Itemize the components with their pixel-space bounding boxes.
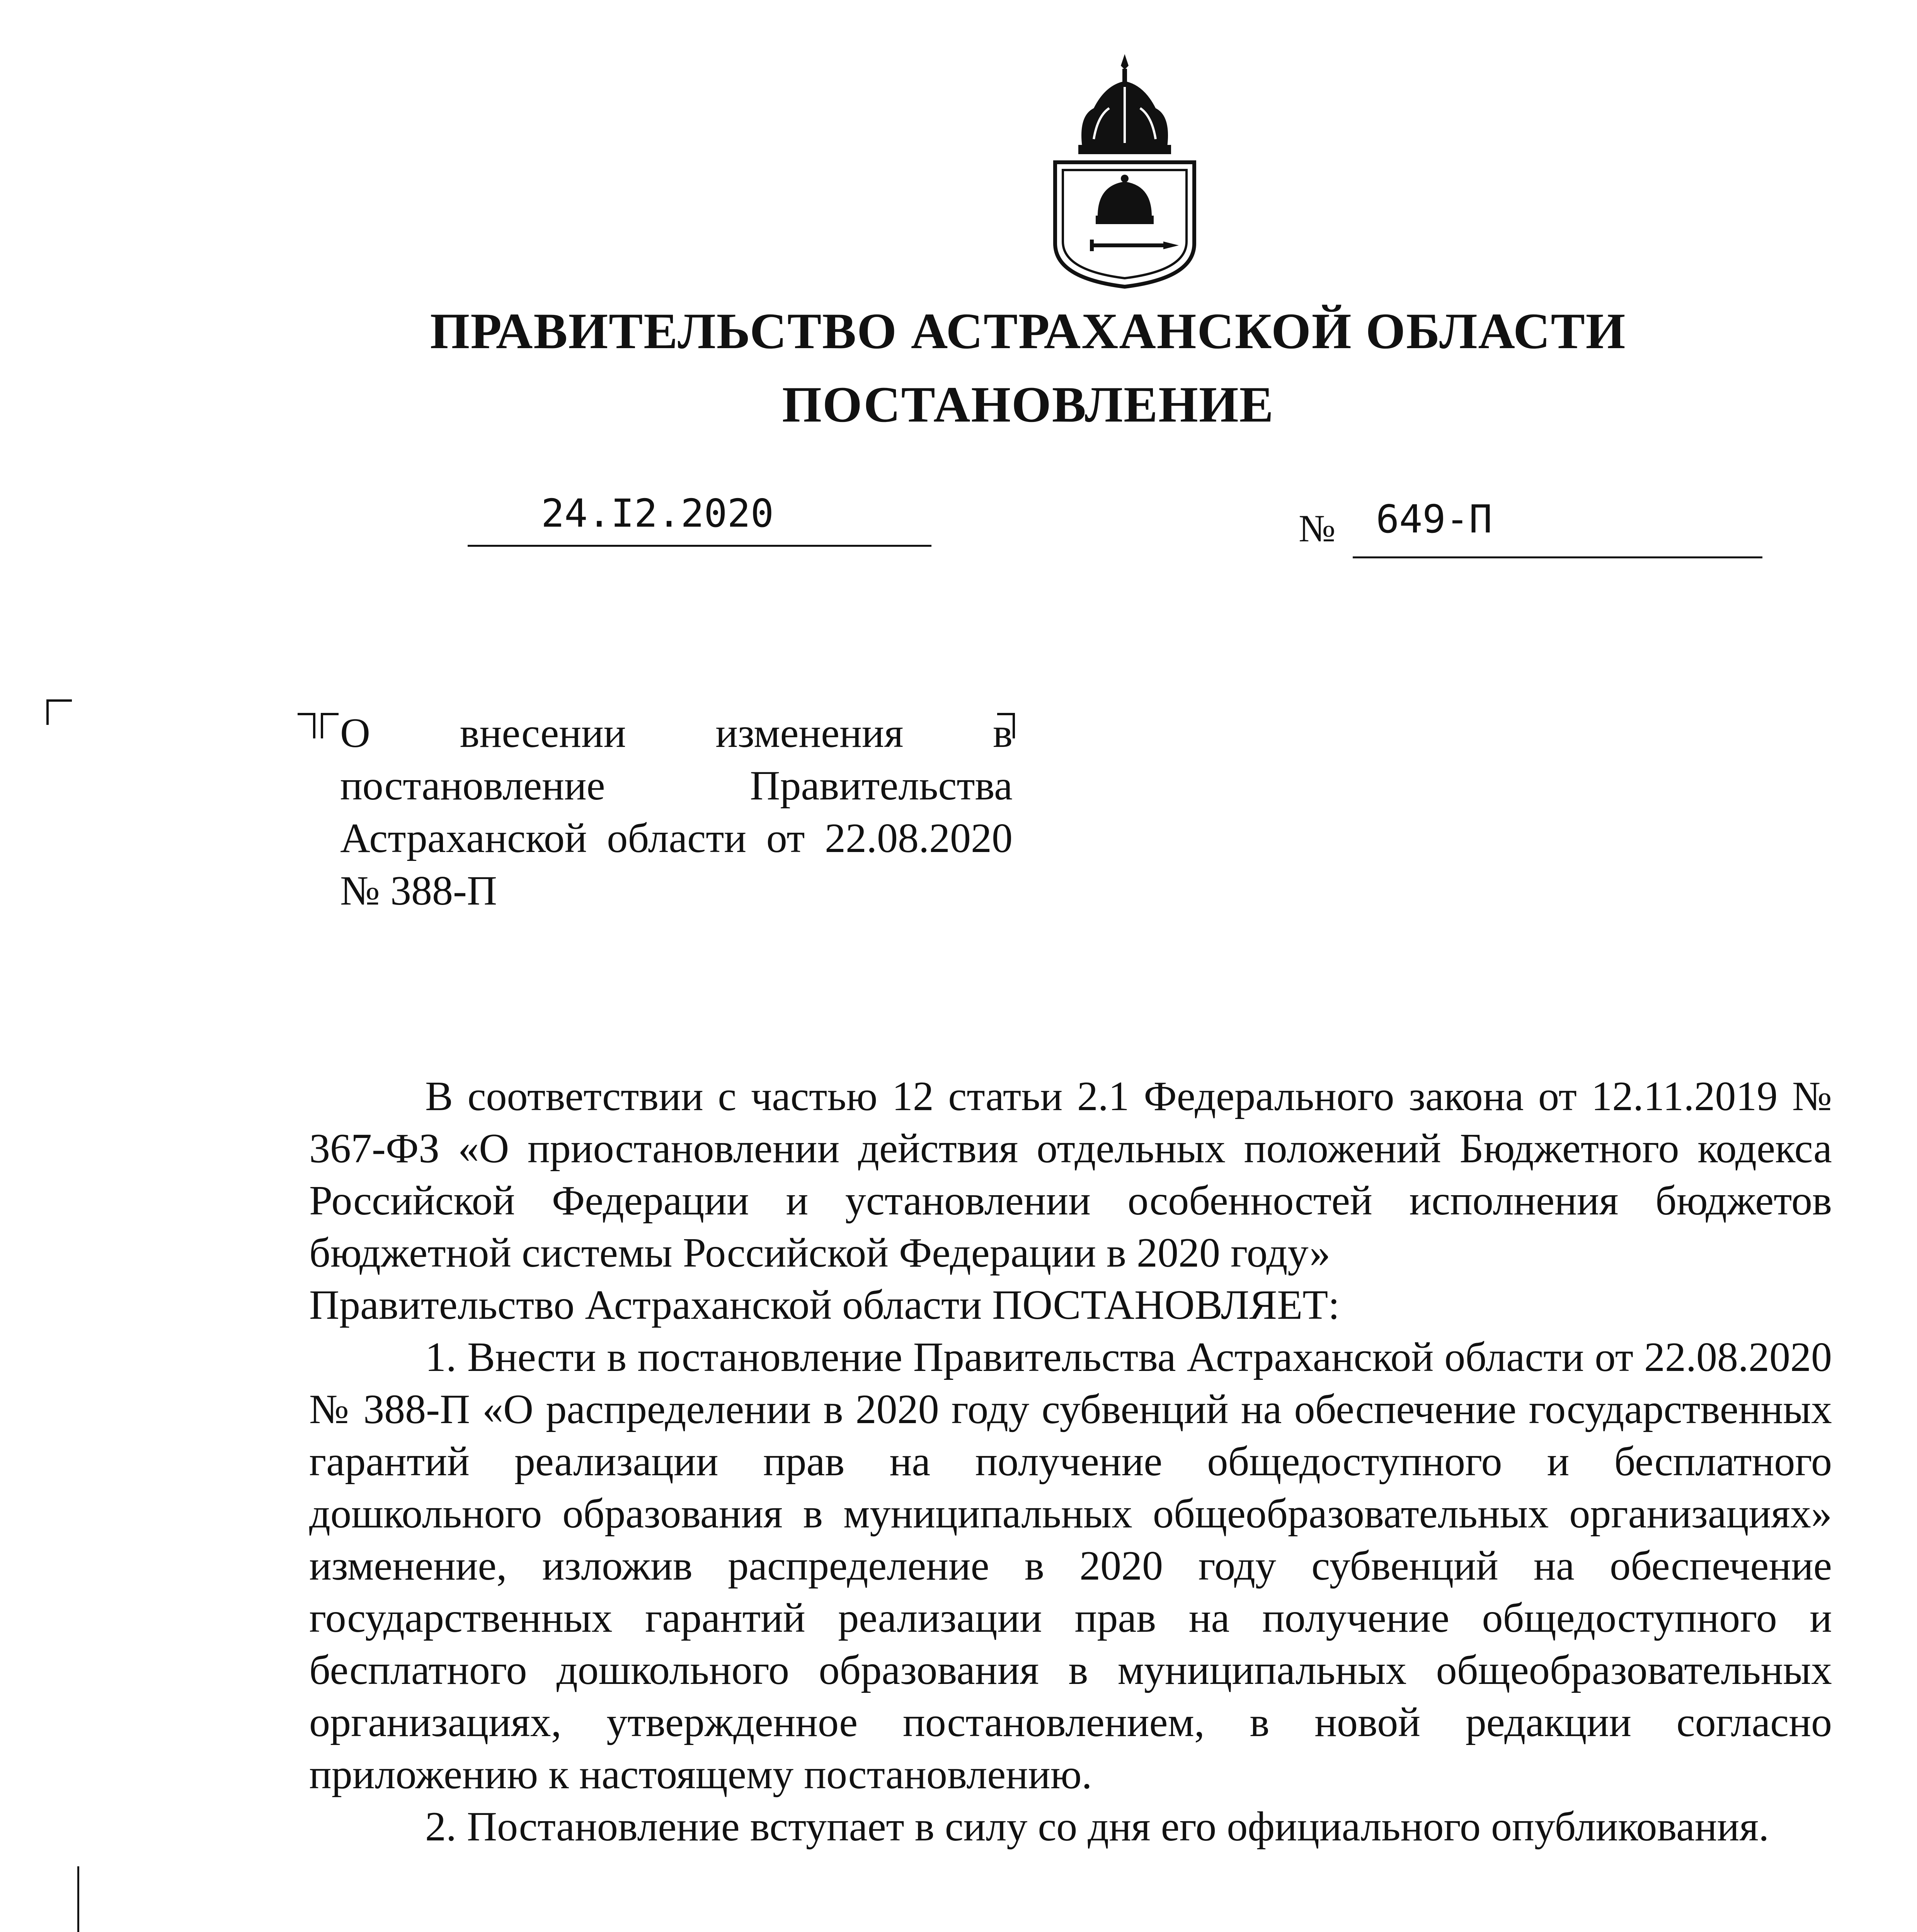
item-2-paragraph: 2. Постановление вступает в силу со дня его официального опубликования. — [425, 1804, 1769, 1850]
organization-name: ПРАВИТЕЛЬСТВО АСТРАХАНСКОЙ ОБЛАСТИ — [430, 303, 1626, 359]
resolves-paragraph: Правительство Астраханской области ПОСТАНОВЛЯЕТ: — [309, 1282, 1340, 1328]
document-body — [309, 1070, 1832, 1853]
date-underline — [468, 545, 931, 547]
number-underline — [1353, 556, 1762, 558]
item-1-paragraph: 1. Внести в постановление Правительства Астраханской области от 22.08.2020 № 388-П «О распределении в 2020 году субвенций на обеспечение государственных гарантий реализации прав на получение общедоступного и бесплатного дошкольного образования в муниципальных общеобразовательных организациях» изменение, изложив распределение в 2020 году субвенций на обеспечение государственных гарантий реализации прав на получение общедоступного и бесплатного дошкольного образования в муниципальных общеобразовательных организациях, утвержденное постановлением, в новой редакции согласно приложению к настоящему постановлению. — [309, 1334, 1832, 1798]
number-label: № — [1299, 507, 1336, 550]
margin-vertical-line — [77, 1866, 79, 1932]
corner-mark-subject-left — [298, 713, 315, 738]
document-date: 24.I2.2020 — [541, 491, 774, 536]
corner-mark-left — [46, 699, 72, 725]
astrakhan-coat-of-arms-icon — [1047, 50, 1202, 290]
corner-mark-subject-left-2 — [321, 713, 339, 738]
preamble-paragraph: В соответствии с частью 12 статьи 2.1 Федерального закона от 12.11.2019 № 367-ФЗ «О приостановлении действия отдельных положений Бюджетного кодекса Российской Федерации и установлении особенностей исполнения бюджетов бюджетной системы Российской Федерации в 2020 году» — [309, 1073, 1832, 1276]
document-subject: О внесении изменения в постановление Правительства Астраханской области от 22.08.2020 № 388-П — [340, 710, 1013, 914]
document-type: ПОСТАНОВЛЕНИЕ — [782, 376, 1274, 433]
document-number: 649-П — [1376, 497, 1493, 542]
